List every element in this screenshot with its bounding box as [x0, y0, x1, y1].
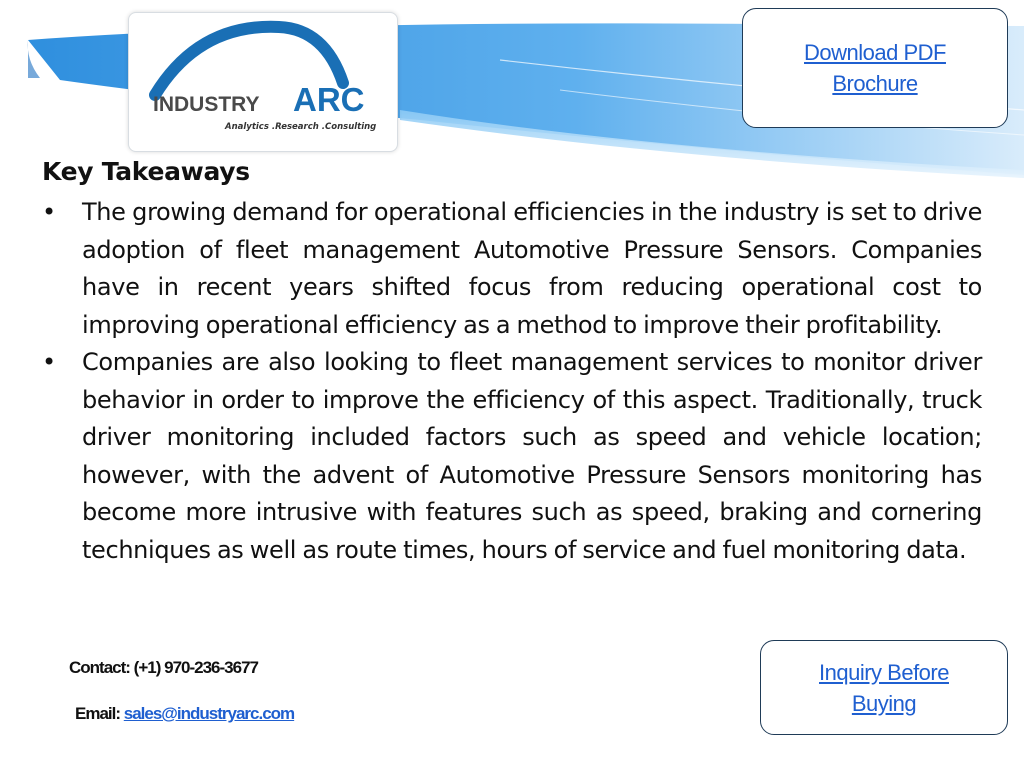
- logo-card: [128, 12, 398, 152]
- email-label: Email:: [75, 704, 121, 723]
- page-heading: Key Takeaways: [42, 157, 250, 186]
- list-item-text: Companies are also looking to fleet management services to monitor driver behavior in order to improve the efficiency of this aspect. Traditionally, truck driver monitoring included factors such as speed and vehicle location; however, with the advent of Automotive Pressure Sensors monitoring has become more intrusive with features such as speed, braking and cornering techniques as well as route times, hours of service and fuel monitoring data.: [82, 348, 982, 564]
- contact-label: Contact: (+1): [69, 658, 161, 677]
- inquiry-label-line1: Inquiry Before: [819, 659, 949, 685]
- contact-number: 970-236-3677: [164, 658, 258, 677]
- takeaways-list: [42, 194, 982, 569]
- download-pdf-label-line1: Download PDF: [804, 40, 946, 65]
- bullet-icon: •: [42, 348, 56, 376]
- logo-tagline: Analytics .Research .Consulting: [225, 122, 377, 132]
- download-pdf-label-line2: Brochure: [832, 71, 918, 96]
- logo-name-part1: INDUSTRY: [153, 93, 260, 116]
- industryarc-logo: [129, 13, 397, 151]
- inquiry-link[interactable]: [794, 657, 974, 719]
- email-link[interactable]: sales@industryarc.com: [123, 704, 295, 723]
- inquiry-button[interactable]: [760, 640, 1008, 735]
- list-item: [42, 194, 982, 344]
- inquiry-label-line2: Buying: [851, 690, 917, 716]
- list-item: [42, 344, 982, 569]
- bullet-icon: •: [42, 198, 56, 226]
- email-line: [75, 704, 294, 724]
- download-pdf-link[interactable]: [785, 37, 965, 99]
- download-pdf-button[interactable]: [742, 8, 1008, 128]
- logo-name-part2: ARC: [293, 81, 365, 118]
- main-content: [42, 152, 982, 569]
- contact-line: [69, 658, 258, 678]
- list-item-text: The growing demand for operational efficiencies in the industry is set to drive adoption of fleet management Automotive Pressure Sensors. Companies have in recent years shifted focus from reducing operational cost to improving operational efficiency as a method to improve their profitability.: [82, 198, 982, 339]
